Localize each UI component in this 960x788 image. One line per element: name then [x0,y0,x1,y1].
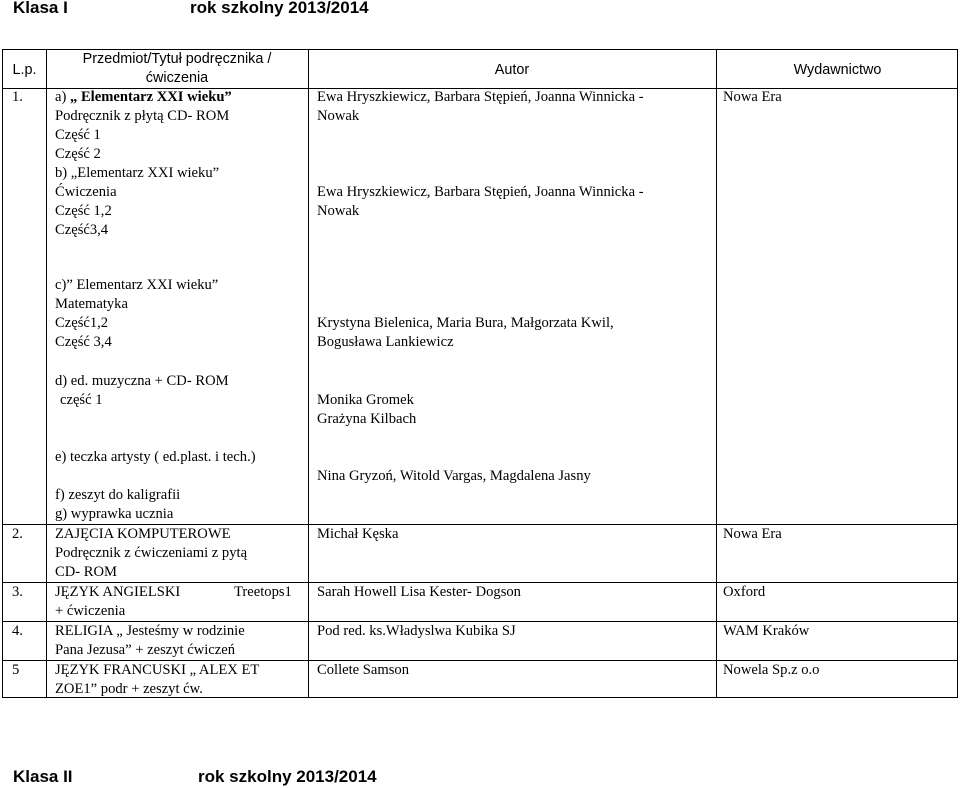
header-subject [46,50,308,88]
subject-line: c)” Elementarz XXI wieku” [55,277,219,293]
author-line: Monika Gromek [317,392,414,408]
subject-line: CD- ROM [55,564,118,580]
row-number: 3. [12,584,23,600]
subject-line: Część3,4 [55,222,109,238]
class-header-1 [13,0,369,18]
subject-line: f) zeszyt do kaligrafii [55,487,181,503]
class-title: Klasa II [13,767,73,786]
author-cell: Michał Kęska [317,526,399,542]
header-subject-line: Przedmiot/Tytuł podręcznika / [82,51,272,67]
column-divider [46,50,47,697]
class-title: Klasa I [13,0,68,17]
subject-line: RELIGIA „ Jesteśmy w rodzinie [55,623,245,639]
author-line: Nowak [317,108,360,124]
column-divider [308,50,309,697]
subject-line: Podręcznik z płytą CD- ROM [55,108,230,124]
column-divider [716,50,717,697]
author-cell: Collete Samson [317,662,410,678]
author-line: Ewa Hryszkiewicz, Barbara Stępień, Joanna Winnicka - [317,89,644,105]
subject-line: e) teczka artysty ( ed.plast. i tech.) [55,449,256,465]
subject-line: Część1,2 [55,315,109,331]
header-publisher: Wydawnictwo [793,62,882,78]
subject-line: ZOE1” podr + zeszyt ćw. [55,681,203,697]
publisher-cell: Nowa Era [723,89,782,105]
subject-line: Część 2 [55,146,101,162]
subject-entry [55,88,232,107]
header-lp: L.p. [12,62,37,78]
school-year: rok szkolny 2013/2014 [190,0,369,17]
subject-line: JĘZYK ANGIELSKI [55,584,181,600]
author-line: Krystyna Bielenica, Maria Bura, Małgorzata Kwil, [317,315,614,331]
subject-line: Pana Jezusa” + zeszyt ćwiczeń [55,642,236,658]
header-author: Autor [494,62,530,78]
publisher-cell: Oxford [723,584,766,600]
entry-prefix: a) [55,89,67,105]
publisher-cell: WAM Kraków [723,623,810,639]
publisher-cell: Nowa Era [723,526,782,542]
subject-line: Treetops1 [234,584,292,600]
textbook-table [2,49,958,698]
author-line: Grażyna Kilbach [317,411,417,427]
header-subject-line: ćwiczenia [145,70,209,86]
subject-line: b) „Elementarz XXI wieku” [55,165,220,181]
author-line: Bogusława Lankiewicz [317,334,454,350]
entry-title: „ Elementarz XXI wieku” [70,89,232,105]
author-line: Nina Gryzoń, Witold Vargas, Magdalena Jasny [317,468,591,484]
publisher-cell: Nowela Sp.z o.o [723,662,820,678]
subject-line: Podręcznik z ćwiczeniami z pytą [55,545,248,561]
subject-line: + ćwiczenia [55,603,126,619]
subject-line: ZAJĘCIA KOMPUTEROWE [55,526,231,542]
subject-line: JĘZYK FRANCUSKI „ ALEX ET [55,662,260,678]
subject-line: część 1 [60,392,103,408]
school-year: rok szkolny 2013/2014 [198,767,377,786]
subject-line: d) ed. muzyczna + CD- ROM [55,373,229,389]
class-header-2 [13,767,377,787]
author-line: Ewa Hryszkiewicz, Barbara Stępień, Joanna Winnicka - [317,184,644,200]
author-cell: Pod red. ks.Władyslwa Kubika SJ [317,623,516,639]
subject-line: g) wyprawka ucznia [55,506,174,522]
subject-line: Część 1 [55,127,101,143]
subject-line: Matematyka [55,296,128,312]
subject-line: Ćwiczenia [55,184,117,200]
row-number: 4. [12,623,23,639]
subject-line: Część 3,4 [55,334,112,350]
row-number: 2. [12,526,23,542]
author-cell: Sarah Howell Lisa Kester- Dogson [317,584,521,600]
subject-line: Część 1,2 [55,203,112,219]
row-number: 1. [12,89,23,105]
row-number: 5 [12,662,20,678]
author-line: Nowak [317,203,360,219]
